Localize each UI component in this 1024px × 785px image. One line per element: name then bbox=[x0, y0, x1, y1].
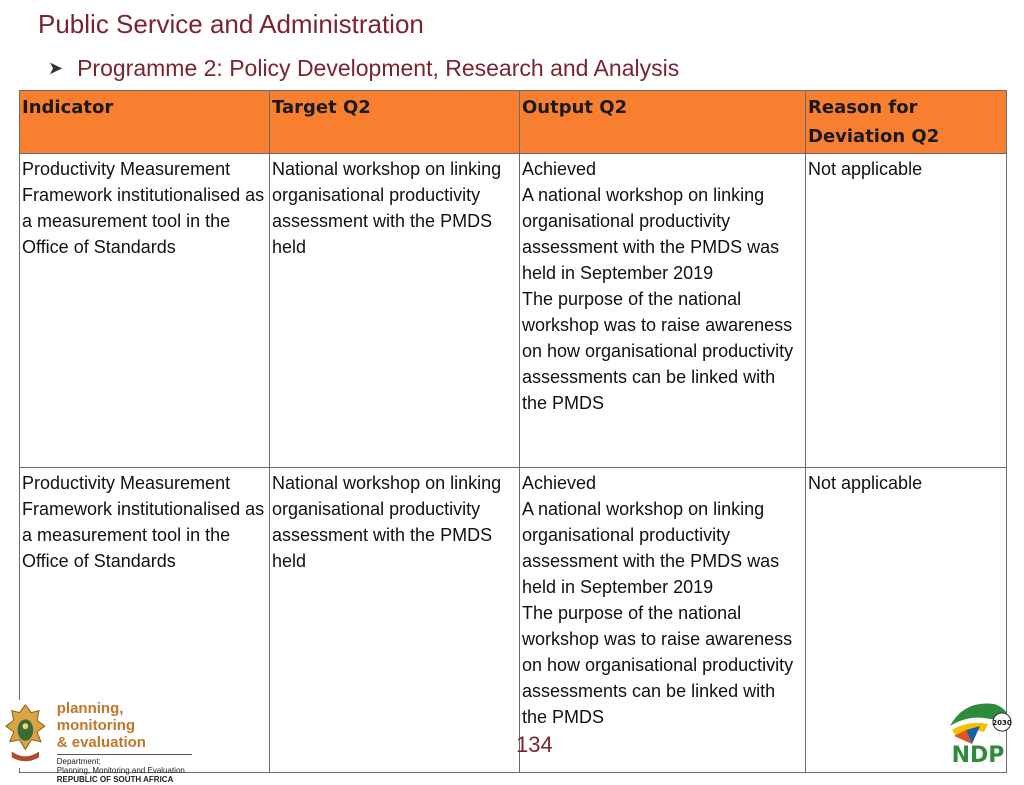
performance-table bbox=[19, 90, 1007, 773]
programme-subtitle bbox=[48, 55, 679, 82]
dpme-dept-name: Planning, Monitoring and Evaluation bbox=[56, 766, 185, 775]
reason-cell: Not applicable bbox=[806, 468, 1007, 773]
ndp-year-label: 2030 bbox=[992, 719, 1012, 727]
output-detail: A national workshop on linking organisational productivity assessment with the PMDS was held in September 2019 bbox=[522, 499, 780, 597]
target-cell: National workshop on linking organisational productivity assessment with the PMDS held bbox=[270, 468, 520, 773]
column-header-indicator: Indicator bbox=[20, 91, 270, 154]
dpme-logo bbox=[2, 700, 202, 784]
column-header-output: Output Q2 bbox=[520, 91, 806, 154]
table-row bbox=[20, 154, 1007, 468]
dpme-logo-line2: & evaluation bbox=[56, 734, 146, 751]
reason-cell: Not applicable bbox=[806, 154, 1007, 468]
output-purpose: The purpose of the national workshop was to raise awareness on how organisational productivity assessments can be linked with the PMDS bbox=[522, 603, 794, 727]
page-title: Public Service and Administration bbox=[38, 9, 424, 39]
indicator-cell: Productivity Measurement Framework institutionalised as a measurement tool in the Office of Standards bbox=[20, 468, 270, 773]
output-cell bbox=[520, 154, 806, 468]
dpme-logo-line1: planning, monitoring bbox=[56, 700, 136, 734]
indicator-cell: Productivity Measurement Framework institutionalised as a measurement tool in the Office of Standards bbox=[20, 154, 270, 468]
ndp-text: NDP bbox=[951, 743, 1005, 766]
output-cell bbox=[520, 468, 806, 773]
column-header-reason: Reason for Deviation Q2 bbox=[806, 91, 1007, 154]
target-cell: National workshop on linking organisational productivity assessment with the PMDS held bbox=[270, 154, 520, 468]
dpme-country: REPUBLIC OF SOUTH AFRICA bbox=[56, 775, 174, 784]
arrow-bullet-icon: ➤ bbox=[48, 58, 64, 78]
output-status: Achieved bbox=[522, 473, 597, 493]
output-purpose: The purpose of the national workshop was to raise awareness on how organisational productivity assessments can be linked with the PMDS bbox=[522, 289, 794, 413]
dpme-dept-label: Department: bbox=[56, 757, 101, 766]
page-number: 134 bbox=[516, 732, 553, 757]
ndp-2030-logo bbox=[944, 696, 1014, 766]
dpme-divider bbox=[57, 754, 192, 755]
output-detail: A national workshop on linking organisational productivity assessment with the PMDS was held in September 2019 bbox=[522, 185, 780, 283]
table-header-row bbox=[20, 91, 1007, 154]
output-status: Achieved bbox=[522, 159, 597, 179]
coat-of-arms-icon bbox=[2, 700, 49, 766]
subtitle-text: Programme 2: Policy Development, Research and Analysis bbox=[77, 55, 680, 81]
column-header-target: Target Q2 bbox=[270, 91, 520, 154]
